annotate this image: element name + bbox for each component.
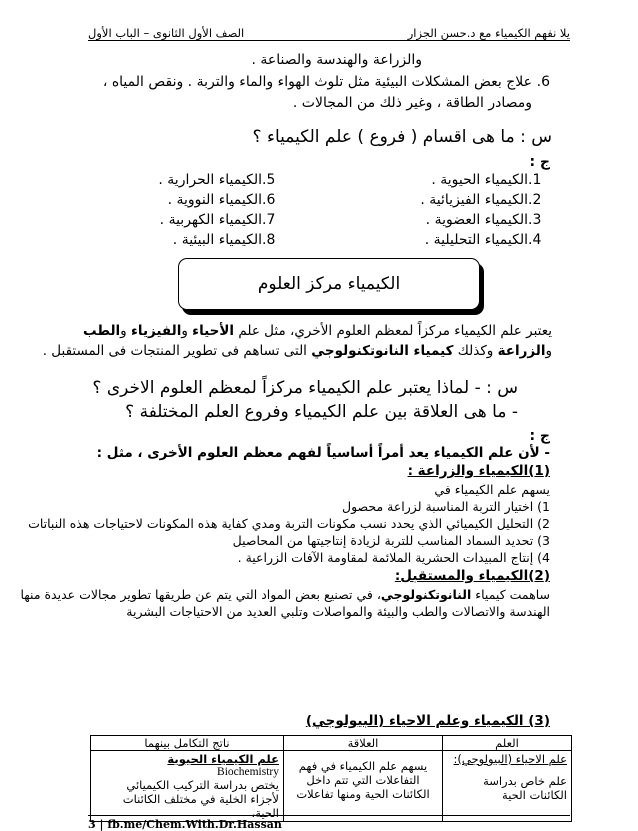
item-6-number: 6. <box>536 74 550 90</box>
page-footer: 3 | fb.me/Chem.With.Dr.Hassan <box>88 818 282 831</box>
table-row <box>91 751 572 822</box>
page-header <box>88 22 570 42</box>
section-agriculture-title: (1)الكيمياء والزراعة : <box>407 463 550 479</box>
answer-label: ج : <box>529 428 550 444</box>
table-header-row <box>91 736 572 751</box>
list-item: 6.الكيمياء النووية . <box>167 192 276 208</box>
question-branches: س : ما هى اقسام ( فروع ) علم الكيمياء ؟ <box>252 127 552 147</box>
section-future-title: (2)الكيمياء والمستقبل: <box>394 568 550 584</box>
list-item: 2.الكيمياء الفيزيائية . <box>420 192 542 208</box>
question-why-center: س : - لماذا يعتبر علم الكيمياء مركزاً لمعظم العلوم الاخرى ؟ <box>92 378 518 398</box>
chemistry-center-line1: يعتبر علم الكيمياء مركزاً لمعظم العلوم الأخري، مثل علم الأحياء والفيزياء والطب <box>83 323 552 339</box>
section-future-line2: الهندسة والاتصالات والطب والبيئة والمواصلات وتلبي العديد من الاحتياجات البشرية <box>126 604 550 619</box>
answer-label: ج : <box>529 154 550 170</box>
list-item: 4) إنتاج المبيدات الحشرية الملائمة لمقاومة الآفات الزراعية . <box>237 550 550 565</box>
section-biology-title: (3) الكيمياء وعلم الاحياء (البيولوجي) <box>305 713 550 729</box>
list-item: 5.الكيمياء الحرارية . <box>158 172 276 188</box>
section-future-line1: ساهمت كيمياء النانوتكنولوجي، في تصنيع بعض المواد التي يتم عن طريقها تطوير مجالات عديدة منها <box>20 587 550 602</box>
list-item: 7.الكيمياء الكهربية . <box>159 212 276 228</box>
header-divider <box>88 40 570 41</box>
table-header: العلم <box>443 736 572 751</box>
question-relation: - ما هى العلاقة بين علم الكيمياء وفروع العلم المختلفة ؟ <box>125 402 518 422</box>
footer-divider <box>88 815 570 816</box>
section-title-box: الكيمياء مركز العلوم <box>178 258 480 310</box>
header-title: يلا نفهم الكيمياء مع د.حسن الجزار <box>407 26 570 40</box>
section-agriculture-intro: يسهم علم الكيمياء في <box>434 482 550 497</box>
facebook-link[interactable]: fb.me/Chem.With.Dr.Hassan <box>107 818 282 831</box>
intro-line: والزراعة والهندسة والصناعة . <box>251 52 422 68</box>
table-cell: يسهم علم الكيمياء في فهم التفاعلات التي تتم داخل الكائنات الحية ومنها تفاعلات <box>284 751 443 822</box>
list-item: 3.الكيمياء العضوية . <box>425 212 542 228</box>
list-item: 3) تحديد السماد المناسب للتربة لزيادة إنتاجيتها من المحاصيل <box>232 533 550 548</box>
header-chapter: الصف الأول الثانوى – الباب الأول <box>88 26 245 40</box>
table-header: العلاقة <box>284 736 443 751</box>
table-cell: علم الاحياء (البيولوجي): علم خاص بدراسة الكائنات الحية <box>443 751 572 822</box>
chemistry-center-line2: والزراعة وكذلك كيمياء النانوتكنولوجي التى تساهم فى تطوير المنتجات فى المستقبل . <box>42 343 552 359</box>
list-item: 2) التحليل الكيميائي الذي يحدد نسب مكونات التربة ومدي كفاية هذه المكونات لاحتياجات هذه النباتات <box>28 516 550 531</box>
list-item: 4.الكيمياء التحليلية . <box>424 232 542 248</box>
item-6-text: علاج بعض المشكلات البيئية مثل تلوث الهواء والماء والتربة . ونقص المياه ، <box>102 74 532 90</box>
biology-table <box>90 735 572 822</box>
list-item: 8.الكيمياء البيئية . <box>172 232 276 248</box>
answer-reason: - لأن علم الكيمياء يعد أمراً أساسياً لفهم معظم العلوم الأخرى ، مثل : <box>96 445 550 461</box>
list-item: 1) اختيار التربة المناسبة لزراعة محصول <box>342 499 550 514</box>
list-item: 1.الكيمياء الحيوية . <box>431 172 542 188</box>
table-cell: علم الكيمياء الحيوية Biochemistry يختص بدراسة التركيب الكيميائي لأجزاء الخلية في مختلف الكائنات الحية، <box>91 751 284 822</box>
table-header: ناتج التكامل بينهما <box>91 736 284 751</box>
page-number: 3 <box>88 818 96 831</box>
item-6-text-cont: ومصادر الطاقة ، وغير ذلك من المجالات . <box>292 95 532 111</box>
